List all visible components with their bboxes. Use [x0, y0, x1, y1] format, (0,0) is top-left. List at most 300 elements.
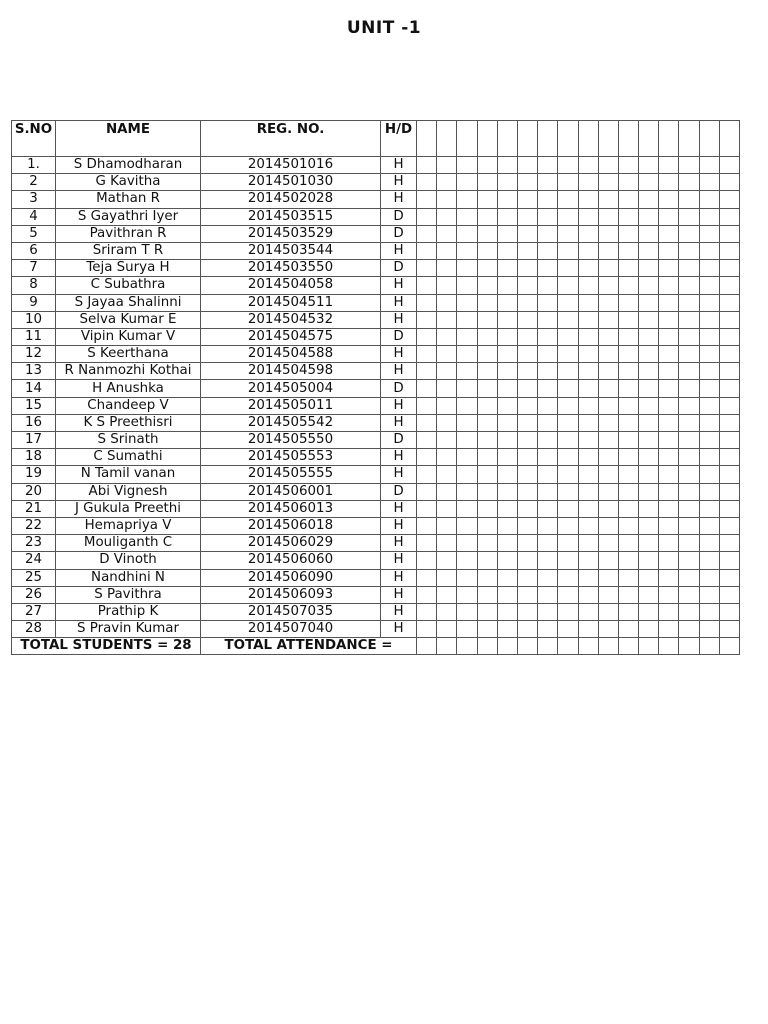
attendance-cell [497, 346, 517, 363]
attendance-cell [679, 208, 699, 225]
attendance-cell [618, 242, 638, 259]
attendance-cell [679, 535, 699, 552]
attendance-cell [538, 621, 558, 638]
attendance-cell [457, 517, 477, 534]
attendance-cell [679, 191, 699, 208]
reg-no-cell: 2014505004 [201, 380, 381, 397]
attendance-cell [578, 621, 598, 638]
attendance-cell [517, 208, 537, 225]
attendance-cell [639, 260, 659, 277]
attendance-cell [699, 483, 719, 500]
attendance-cell [457, 380, 477, 397]
attendance-cell [558, 328, 578, 345]
attendance-cell [618, 397, 638, 414]
table-row [12, 586, 740, 603]
attendance-cell [497, 208, 517, 225]
header-name: NAME [56, 121, 201, 157]
attendance-cell [517, 157, 537, 174]
attendance-cell [517, 414, 537, 431]
attendance-cell [497, 638, 517, 655]
attendance-cell [618, 586, 638, 603]
attendance-cell [477, 397, 497, 414]
attendance-cell [538, 552, 558, 569]
table-row [12, 363, 740, 380]
attendance-cell [639, 380, 659, 397]
attendance-cell [417, 294, 437, 311]
attendance-cell [578, 191, 598, 208]
attendance-cell [538, 397, 558, 414]
sno-cell: 18 [12, 449, 56, 466]
attendance-cell [477, 260, 497, 277]
attendance-cell [558, 535, 578, 552]
attendance-cell [517, 586, 537, 603]
attendance-cell [659, 328, 679, 345]
attendance-cell [639, 328, 659, 345]
attendance-cell [618, 621, 638, 638]
attendance-cell [538, 260, 558, 277]
attendance-cell [558, 638, 578, 655]
attendance-cell [719, 242, 739, 259]
table-row [12, 466, 740, 483]
attendance-cell [417, 552, 437, 569]
name-cell: Mathan R [56, 191, 201, 208]
attendance-cell [679, 225, 699, 242]
attendance-cell [417, 517, 437, 534]
attendance-cell [598, 621, 618, 638]
reg-no-cell: 2014504058 [201, 277, 381, 294]
sno-cell: 3 [12, 191, 56, 208]
attendance-cell [437, 621, 457, 638]
attendance-cell [558, 225, 578, 242]
attendance-cell [659, 414, 679, 431]
attendance-cell [477, 191, 497, 208]
attendance-cell [558, 277, 578, 294]
attendance-cell [679, 517, 699, 534]
attendance-cell [639, 242, 659, 259]
attendance-cell [719, 328, 739, 345]
attendance-cell [477, 346, 497, 363]
attendance-cell [558, 621, 578, 638]
attendance-cell [497, 517, 517, 534]
attendance-cell [618, 208, 638, 225]
name-cell: S Gayathri Iyer [56, 208, 201, 225]
reg-no-cell: 2014507035 [201, 603, 381, 620]
attendance-cell [497, 569, 517, 586]
reg-no-cell: 2014506060 [201, 552, 381, 569]
attendance-cell [578, 449, 598, 466]
attendance-cell [699, 638, 719, 655]
attendance-cell [497, 603, 517, 620]
attendance-cell [477, 535, 497, 552]
attendance-cell [558, 294, 578, 311]
sno-cell: 21 [12, 500, 56, 517]
attendance-cell [639, 638, 659, 655]
attendance-cell [679, 174, 699, 191]
attendance-cell [699, 535, 719, 552]
attendance-cell [417, 569, 437, 586]
attendance-cell [538, 380, 558, 397]
attendance-cell [497, 294, 517, 311]
attendance-cell [538, 277, 558, 294]
attendance-cell [538, 328, 558, 345]
attendance-cell [538, 517, 558, 534]
reg-no-cell: 2014506029 [201, 535, 381, 552]
attendance-cell [699, 225, 719, 242]
attendance-cell [598, 586, 618, 603]
attendance-cell [598, 380, 618, 397]
attendance-cell [517, 242, 537, 259]
attendance-cell [719, 380, 739, 397]
attendance-cell [437, 414, 457, 431]
attendance-cell [417, 638, 437, 655]
attendance-cell [598, 157, 618, 174]
attendance-cell [417, 328, 437, 345]
attendance-cell [437, 586, 457, 603]
reg-no-cell: 2014506013 [201, 500, 381, 517]
attendance-cell [417, 225, 437, 242]
sno-cell: 14 [12, 380, 56, 397]
attendance-cell [497, 157, 517, 174]
reg-no-cell: 2014505553 [201, 449, 381, 466]
attendance-cell [417, 346, 437, 363]
attendance-cell [719, 414, 739, 431]
attendance-cell [517, 260, 537, 277]
table-row [12, 328, 740, 345]
hd-cell: H [381, 363, 417, 380]
table-row [12, 500, 740, 517]
attendance-cell [618, 311, 638, 328]
attendance-cell [719, 346, 739, 363]
attendance-cell [538, 603, 558, 620]
name-cell: N Tamil vanan [56, 466, 201, 483]
attendance-cell [538, 586, 558, 603]
attendance-cell [477, 121, 497, 157]
attendance-cell [598, 638, 618, 655]
attendance-cell [598, 328, 618, 345]
attendance-cell [578, 586, 598, 603]
attendance-cell [699, 397, 719, 414]
attendance-cell [457, 157, 477, 174]
attendance-cell [639, 569, 659, 586]
attendance-table [11, 120, 740, 655]
attendance-cell [477, 621, 497, 638]
attendance-cell [578, 328, 598, 345]
attendance-cell [699, 328, 719, 345]
attendance-cell [659, 260, 679, 277]
attendance-cell [659, 500, 679, 517]
attendance-cell [457, 603, 477, 620]
table-row [12, 569, 740, 586]
hd-cell: D [381, 225, 417, 242]
table-row [12, 260, 740, 277]
attendance-cell [517, 432, 537, 449]
attendance-cell [618, 174, 638, 191]
attendance-cell [558, 552, 578, 569]
attendance-cell [558, 208, 578, 225]
attendance-cell [639, 225, 659, 242]
attendance-cell [497, 586, 517, 603]
table-row [12, 552, 740, 569]
attendance-cell [558, 242, 578, 259]
name-cell: C Sumathi [56, 449, 201, 466]
attendance-cell [598, 466, 618, 483]
attendance-cell [517, 552, 537, 569]
attendance-cell [578, 483, 598, 500]
table-row [12, 483, 740, 500]
attendance-cell [598, 294, 618, 311]
attendance-cell [517, 174, 537, 191]
attendance-cell [659, 552, 679, 569]
attendance-cell [417, 483, 437, 500]
attendance-cell [417, 466, 437, 483]
sno-cell: 27 [12, 603, 56, 620]
attendance-cell [477, 294, 497, 311]
page-title: UNIT -1 [346, 18, 422, 38]
attendance-cell [618, 328, 638, 345]
attendance-cell [659, 225, 679, 242]
attendance-cell [538, 535, 558, 552]
attendance-cell [719, 535, 739, 552]
attendance-cell [437, 208, 457, 225]
table-row [12, 277, 740, 294]
name-cell: Prathip K [56, 603, 201, 620]
attendance-cell [618, 535, 638, 552]
attendance-cell [497, 225, 517, 242]
attendance-cell [417, 397, 437, 414]
attendance-cell [659, 311, 679, 328]
attendance-cell [538, 414, 558, 431]
sno-cell: 9 [12, 294, 56, 311]
attendance-cell [497, 242, 517, 259]
attendance-cell [517, 277, 537, 294]
sno-cell: 7 [12, 260, 56, 277]
attendance-cell [679, 277, 699, 294]
attendance-cell [558, 121, 578, 157]
attendance-cell [598, 363, 618, 380]
attendance-cell [699, 414, 719, 431]
attendance-cell [538, 208, 558, 225]
attendance-cell [457, 328, 477, 345]
sno-cell: 15 [12, 397, 56, 414]
sno-cell: 25 [12, 569, 56, 586]
attendance-cell [517, 483, 537, 500]
hd-cell: H [381, 311, 417, 328]
attendance-cell [437, 294, 457, 311]
attendance-cell [457, 586, 477, 603]
attendance-cell [719, 517, 739, 534]
attendance-cell [578, 363, 598, 380]
attendance-cell [719, 294, 739, 311]
attendance-cell [457, 191, 477, 208]
attendance-cell [618, 449, 638, 466]
attendance-cell [538, 569, 558, 586]
table-row [12, 191, 740, 208]
attendance-cell [437, 174, 457, 191]
reg-no-cell: 2014505550 [201, 432, 381, 449]
attendance-cell [719, 277, 739, 294]
attendance-cell [558, 191, 578, 208]
name-cell: D Vinoth [56, 552, 201, 569]
name-cell: S Dhamodharan [56, 157, 201, 174]
attendance-cell [477, 449, 497, 466]
attendance-cell [457, 208, 477, 225]
table-row [12, 517, 740, 534]
attendance-cell [719, 552, 739, 569]
attendance-cell [578, 294, 598, 311]
attendance-cell [598, 191, 618, 208]
attendance-cell [437, 225, 457, 242]
hd-cell: H [381, 157, 417, 174]
attendance-cell [659, 346, 679, 363]
attendance-cell [699, 191, 719, 208]
attendance-cell [477, 552, 497, 569]
attendance-cell [477, 242, 497, 259]
attendance-cell [538, 432, 558, 449]
attendance-cell [538, 191, 558, 208]
name-cell: Chandeep V [56, 397, 201, 414]
table-row [12, 242, 740, 259]
attendance-cell [517, 449, 537, 466]
attendance-cell [679, 397, 699, 414]
attendance-cell [719, 483, 739, 500]
attendance-cell [618, 603, 638, 620]
attendance-cell [679, 466, 699, 483]
name-cell: R Nanmozhi Kothai [56, 363, 201, 380]
hd-cell: H [381, 535, 417, 552]
attendance-cell [659, 603, 679, 620]
attendance-cell [659, 174, 679, 191]
attendance-cell [578, 208, 598, 225]
attendance-cell [719, 569, 739, 586]
attendance-cell [598, 483, 618, 500]
attendance-cell [639, 174, 659, 191]
attendance-cell [457, 535, 477, 552]
attendance-cell [497, 414, 517, 431]
reg-no-cell: 2014504511 [201, 294, 381, 311]
attendance-cell [437, 483, 457, 500]
attendance-cell [578, 174, 598, 191]
attendance-cell [417, 311, 437, 328]
attendance-cell [497, 311, 517, 328]
hd-cell: H [381, 500, 417, 517]
attendance-cell [417, 208, 437, 225]
attendance-cell [517, 363, 537, 380]
attendance-cell [639, 157, 659, 174]
attendance-cell [659, 191, 679, 208]
table-row [12, 294, 740, 311]
attendance-cell [417, 191, 437, 208]
attendance-cell [659, 432, 679, 449]
attendance-cell [679, 500, 699, 517]
attendance-cell [719, 225, 739, 242]
attendance-cell [517, 121, 537, 157]
attendance-cell [417, 500, 437, 517]
attendance-cell [618, 638, 638, 655]
attendance-cell [538, 294, 558, 311]
attendance-cell [659, 380, 679, 397]
attendance-cell [659, 621, 679, 638]
reg-no-cell: 2014504532 [201, 311, 381, 328]
hd-cell: H [381, 603, 417, 620]
attendance-cell [517, 294, 537, 311]
name-cell: Selva Kumar E [56, 311, 201, 328]
attendance-cell [437, 569, 457, 586]
attendance-cell [679, 586, 699, 603]
attendance-cell [639, 483, 659, 500]
hd-cell: H [381, 466, 417, 483]
name-cell: Nandhini N [56, 569, 201, 586]
sno-cell: 11 [12, 328, 56, 345]
table-row [12, 621, 740, 638]
attendance-cell [538, 346, 558, 363]
attendance-cell [497, 535, 517, 552]
hd-cell: D [381, 260, 417, 277]
attendance-cell [618, 414, 638, 431]
hd-cell: H [381, 449, 417, 466]
hd-cell: H [381, 397, 417, 414]
attendance-cell [517, 311, 537, 328]
attendance-cell [437, 500, 457, 517]
sno-cell: 28 [12, 621, 56, 638]
attendance-cell [558, 174, 578, 191]
table-row [12, 311, 740, 328]
hd-cell: H [381, 621, 417, 638]
attendance-cell [457, 397, 477, 414]
table-row [12, 414, 740, 431]
attendance-cell [497, 466, 517, 483]
attendance-cell [457, 363, 477, 380]
attendance-cell [639, 277, 659, 294]
attendance-cell [578, 225, 598, 242]
attendance-cell [598, 397, 618, 414]
attendance-cell [679, 432, 699, 449]
attendance-cell [639, 603, 659, 620]
attendance-cell [578, 432, 598, 449]
attendance-cell [578, 397, 598, 414]
attendance-cell [558, 517, 578, 534]
reg-no-cell: 2014506001 [201, 483, 381, 500]
attendance-cell [679, 157, 699, 174]
attendance-cell [719, 500, 739, 517]
attendance-cell [699, 569, 719, 586]
attendance-cell [699, 277, 719, 294]
attendance-cell [659, 638, 679, 655]
attendance-cell [699, 157, 719, 174]
attendance-cell [598, 242, 618, 259]
sno-cell: 26 [12, 586, 56, 603]
attendance-cell [538, 466, 558, 483]
attendance-cell [457, 483, 477, 500]
attendance-cell [497, 621, 517, 638]
table-header-row [12, 121, 740, 157]
attendance-cell [477, 328, 497, 345]
sno-cell: 24 [12, 552, 56, 569]
attendance-cell [477, 500, 497, 517]
attendance-cell [578, 500, 598, 517]
attendance-cell [457, 260, 477, 277]
attendance-cell [699, 517, 719, 534]
hd-cell: H [381, 346, 417, 363]
attendance-cell [659, 449, 679, 466]
attendance-cell [639, 552, 659, 569]
attendance-cell [457, 294, 477, 311]
attendance-cell [457, 621, 477, 638]
attendance-cell [477, 174, 497, 191]
attendance-cell [719, 466, 739, 483]
attendance-cell [558, 432, 578, 449]
attendance-cell [517, 346, 537, 363]
attendance-cell [639, 621, 659, 638]
